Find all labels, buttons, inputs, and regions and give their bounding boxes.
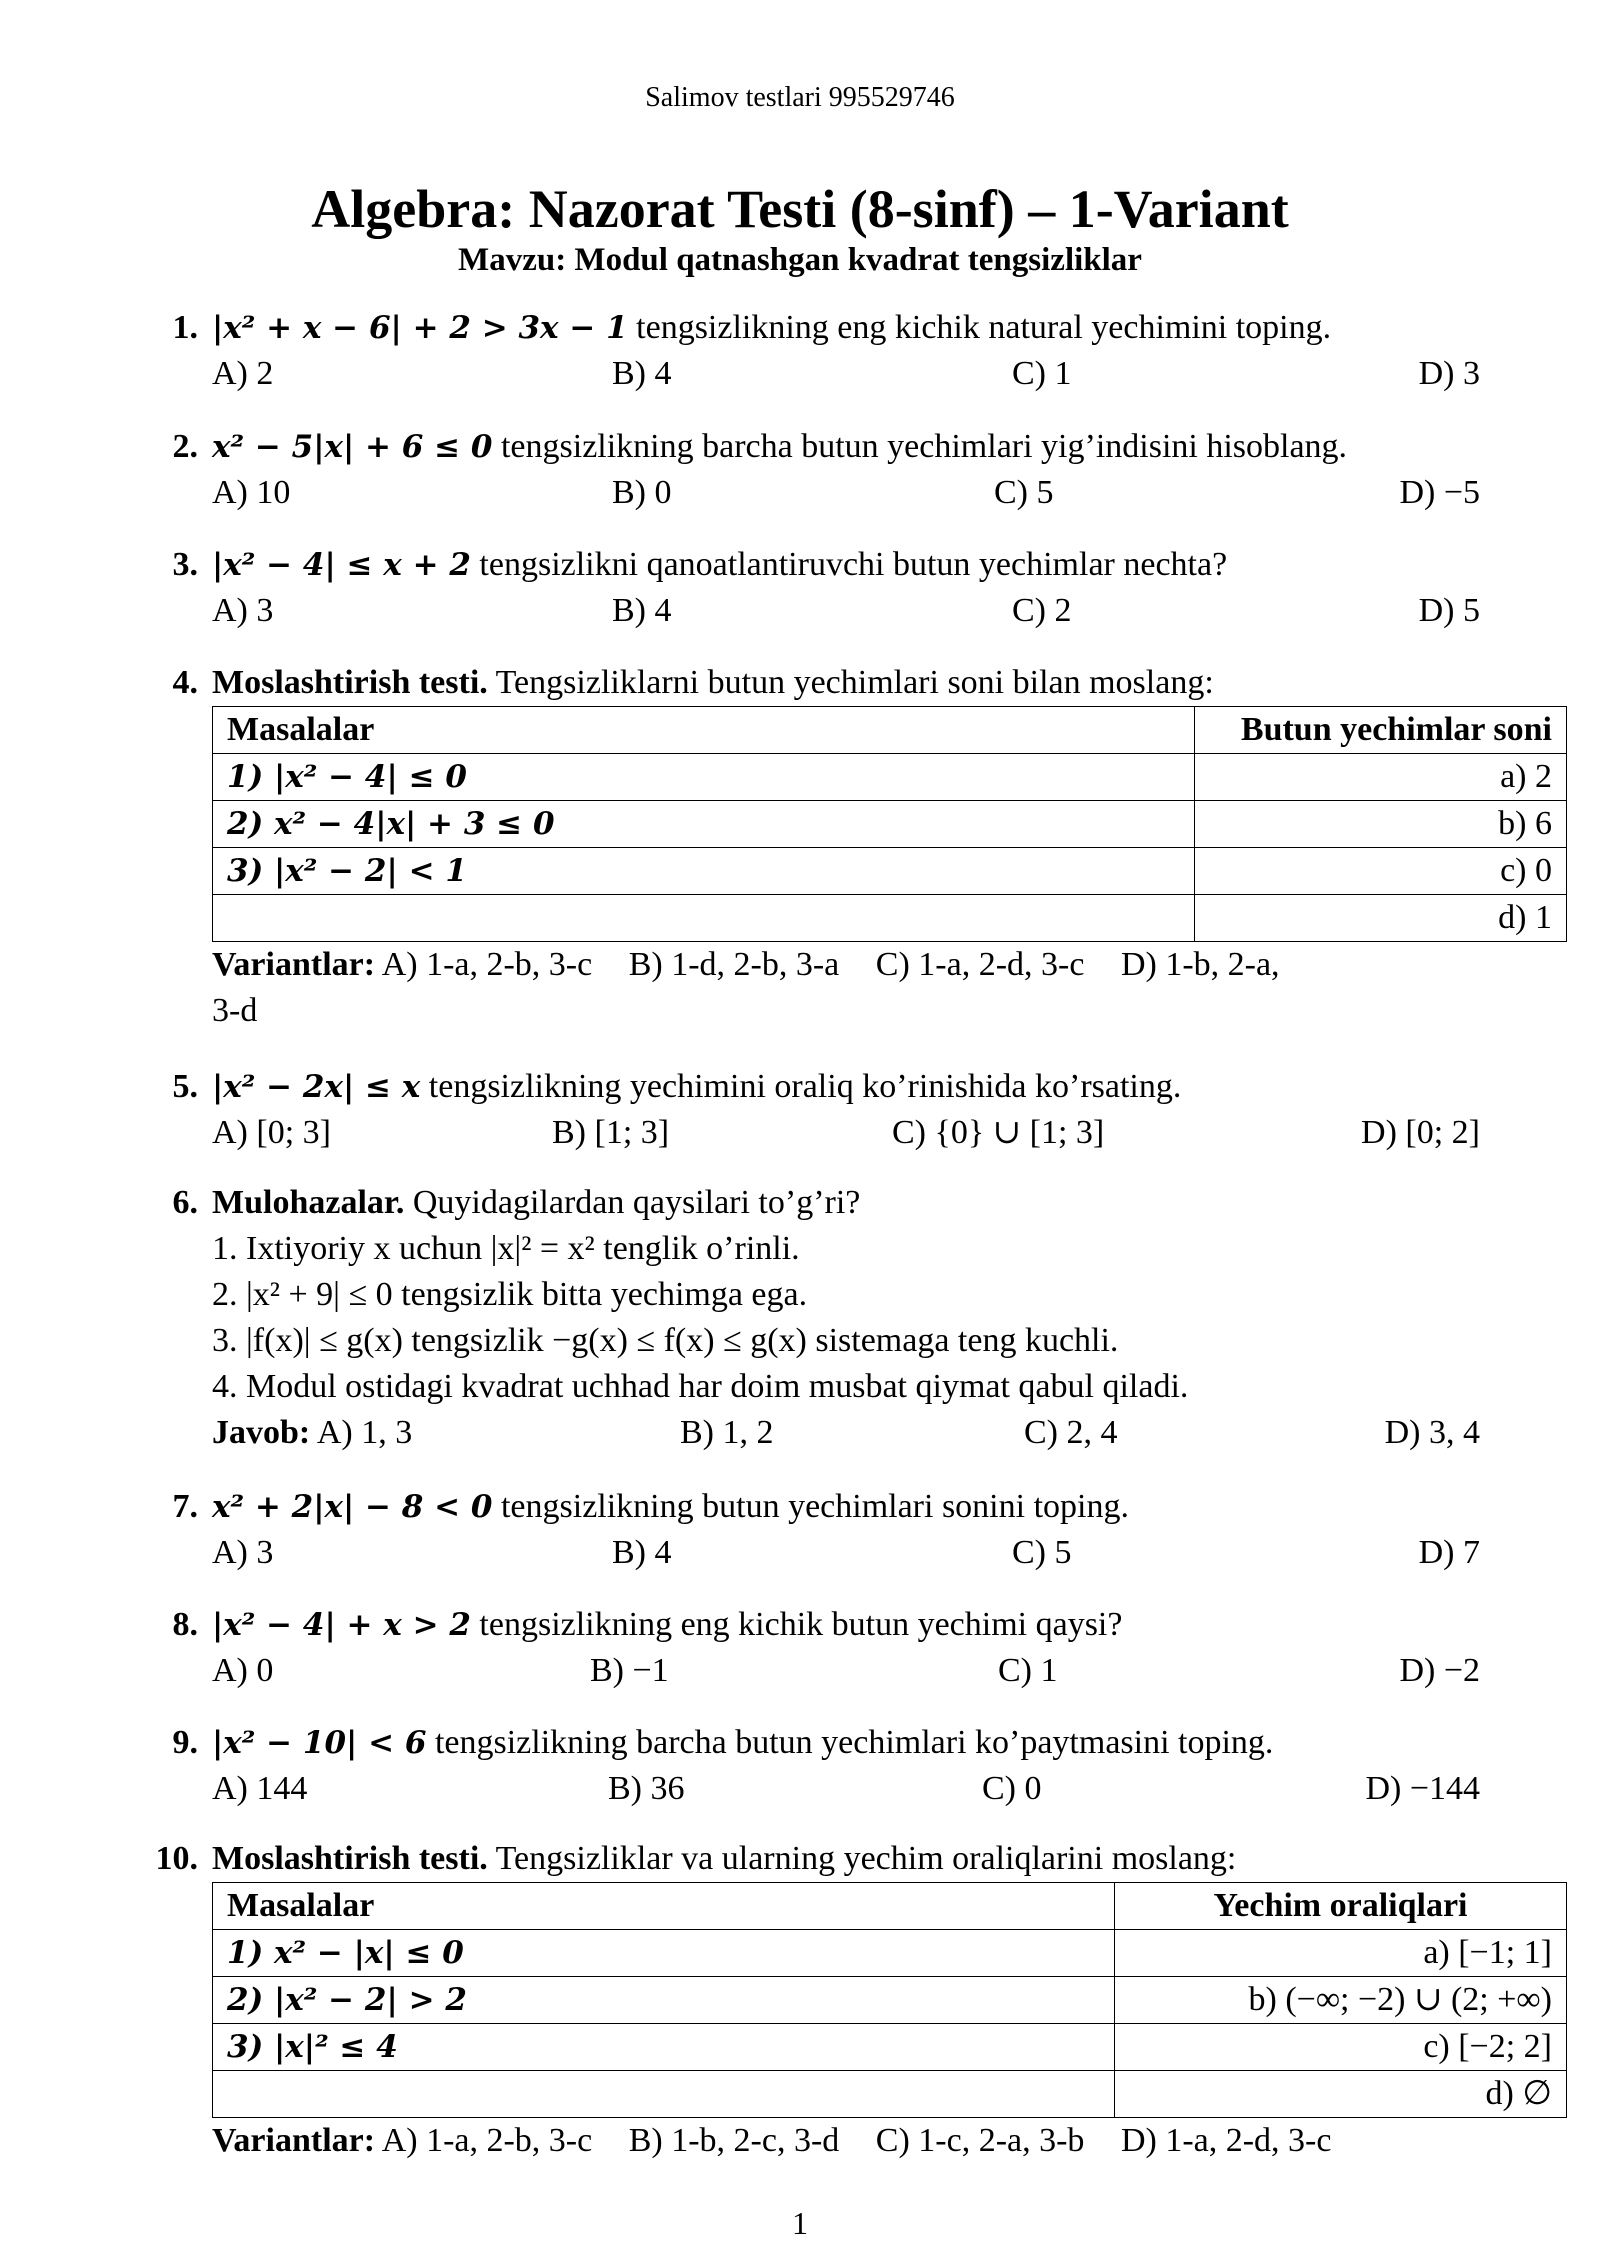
question-number: 6. (172, 1184, 198, 1221)
variants-continuation: 3-d (212, 992, 258, 1029)
statement-item: 3. |f(x)| ≤ g(x) tengsizlik −g(x) ≤ f(x) ≤ g(x) sistemaga teng kuchli. (212, 1322, 1119, 1359)
question-number: 3. (172, 546, 198, 583)
answer-options (212, 351, 1480, 397)
question-text: tengsizlikning barcha butun yechimlari yig’indisini hisoblang. (492, 428, 1348, 465)
question-3 (140, 542, 1480, 634)
question-number: 7. (172, 1488, 198, 1525)
option-b[interactable]: B) 1-b, 2-c, 3-d (628, 2122, 840, 2159)
question-2 (140, 424, 1480, 516)
question-text: tengsizlikning butun yechimlari sonini toping. (492, 1488, 1129, 1525)
question-text: Tengsizliklarni butun yechimlari soni bilan moslang: (487, 664, 1214, 701)
question-math: |x² − 4| ≤ x + 2 (212, 547, 471, 583)
question-lead: Mulohazalar. (212, 1184, 405, 1221)
table-header: Butun yechimlar soni (1195, 707, 1567, 754)
answer-label: Javob: (212, 1414, 311, 1451)
option-a[interactable]: A) 3 (212, 1534, 274, 1571)
question-number: 1. (172, 309, 198, 346)
table-cell: 1) |x² − 4| ≤ 0 (213, 754, 1195, 801)
option-c[interactable]: C) 1 (1012, 355, 1072, 392)
matching-table (212, 1882, 1567, 2118)
table-row (213, 801, 1567, 848)
question-text: tengsizlikning yechimini oraliq ko’rinishida ko’rsating. (420, 1068, 1182, 1105)
table-cell: b) 6 (1195, 801, 1567, 848)
answer-options (212, 1530, 1480, 1576)
table-header-row (213, 707, 1567, 754)
option-b[interactable]: B) 0 (612, 474, 672, 511)
table-header: Yechim oraliqlari (1115, 1883, 1567, 1930)
variants-line (212, 2118, 1480, 2164)
option-c[interactable]: C) 1-a, 2-d, 3-c (875, 946, 1085, 983)
table-cell: d) 1 (1195, 895, 1567, 942)
page-number: 1 (792, 2205, 808, 2241)
variants-label: Variantlar: (212, 946, 376, 983)
table-cell: 2) x² − 4|x| + 3 ≤ 0 (213, 801, 1195, 848)
option-c[interactable]: C) 2 (1012, 592, 1072, 629)
question-math: x² + 2|x| − 8 < 0 (212, 1489, 493, 1525)
table-header: Masalalar (213, 707, 1195, 754)
question-7 (140, 1484, 1480, 1576)
question-1 (140, 305, 1480, 397)
table-header: Masalalar (213, 1883, 1115, 1930)
option-c[interactable]: C) 5 (994, 474, 1054, 511)
option-a[interactable]: A) [0; 3] (212, 1114, 331, 1151)
statement-item: 4. Modul ostidagi kvadrat uchhad har doim musbat qiymat qabul qiladi. (212, 1368, 1189, 1405)
option-a[interactable]: A) 10 (212, 474, 291, 511)
question-math: |x² − 2x| ≤ x (212, 1069, 421, 1105)
option-c[interactable]: C) 0 (982, 1770, 1042, 1807)
option-a[interactable]: A) 2 (212, 355, 274, 392)
option-d[interactable]: D) 7 (1418, 1534, 1480, 1571)
table-row (213, 848, 1567, 895)
question-number: 8. (172, 1606, 198, 1643)
table-cell: d) ∅ (1115, 2071, 1567, 2118)
option-a[interactable]: A) 1-a, 2-b, 3-c (381, 2122, 593, 2159)
answer-options (212, 1766, 1480, 1812)
answer-label-line (212, 1410, 412, 1456)
answer-options (212, 1648, 1480, 1694)
option-c[interactable]: C) {0} ∪ [1; 3] (892, 1114, 1105, 1151)
table-cell: a) 2 (1195, 754, 1567, 801)
option-d[interactable]: D) 1-b, 2-a, (1120, 946, 1280, 983)
option-d[interactable]: D) 3, 4 (1384, 1414, 1480, 1451)
table-cell: 3) |x|² ≤ 4 (213, 2024, 1115, 2071)
question-text: tengsizlikning barcha butun yechimlari ko’paytmasini toping. (426, 1724, 1274, 1761)
question-text: Tengsizliklar va ularning yechim oraliqlarini moslang: (487, 1840, 1237, 1877)
table-cell: 3) |x² − 2| < 1 (213, 848, 1195, 895)
option-c[interactable]: C) 1 (998, 1652, 1058, 1689)
table-header-row (213, 1883, 1567, 1930)
table-cell: b) (−∞; −2) ∪ (2; +∞) (1115, 1977, 1567, 2024)
option-b[interactable]: B) 4 (612, 1534, 672, 1571)
option-d[interactable]: D) −144 (1365, 1770, 1480, 1807)
question-number: 10. (155, 1840, 198, 1877)
answer-options (212, 470, 1480, 516)
page-title: Algebra: Nazorat Testi (8-sinf) – 1-Variant (311, 179, 1289, 239)
option-d[interactable]: D) −5 (1399, 474, 1480, 511)
option-b[interactable]: B) −1 (590, 1652, 669, 1689)
table-row (213, 754, 1567, 801)
statement-item: 2. |x² + 9| ≤ 0 tengsizlik bitta yechimga ega. (212, 1276, 808, 1313)
question-number: 2. (172, 428, 198, 465)
question-math: |x² + x − 6| + 2 > 3x − 1 (212, 310, 628, 346)
statement-list (212, 1226, 1480, 1410)
option-a[interactable]: A) 3 (212, 592, 274, 629)
question-math: |x² − 4| + x > 2 (212, 1607, 471, 1643)
page-header: Salimov testlari 995529746 (645, 82, 955, 113)
question-text: tengsizlikni qanoatlantiruvchi butun yechimlar nechta? (470, 546, 1228, 583)
table-cell: a) [−1; 1] (1115, 1930, 1567, 1977)
question-8 (140, 1602, 1480, 1694)
option-a[interactable]: A) 1, 3 (316, 1414, 413, 1451)
option-d[interactable]: D) −2 (1399, 1652, 1480, 1689)
option-d[interactable]: D) 1-a, 2-d, 3-c (1120, 2122, 1332, 2159)
question-9 (140, 1720, 1480, 1812)
option-b[interactable]: B) 1, 2 (680, 1414, 774, 1451)
option-b[interactable]: B) 36 (608, 1770, 685, 1807)
option-d[interactable]: D) 3 (1418, 355, 1480, 392)
page-subtitle: Mavzu: Modul qatnashgan kvadrat tengsizliklar (458, 242, 1142, 278)
table-cell: c) [−2; 2] (1115, 2024, 1567, 2071)
question-math: x² − 5|x| + 6 ≤ 0 (212, 429, 493, 465)
question-text: Quyidagilardan qaysilari to’g’ri? (404, 1184, 861, 1221)
statement-item: 1. Ixtiyoriy x uchun |x|² = x² tenglik o’rinli. (212, 1230, 800, 1267)
question-text: tengsizlikning eng kichik butun yechimi qaysi? (470, 1606, 1123, 1643)
option-b[interactable]: B) 4 (612, 592, 672, 629)
question-math: |x² − 10| < 6 (212, 1725, 427, 1761)
option-c[interactable]: C) 2, 4 (1024, 1414, 1118, 1451)
question-number: 5. (172, 1068, 198, 1105)
question-10 (140, 1836, 1552, 2164)
table-cell: 1) x² − |x| ≤ 0 (213, 1930, 1115, 1977)
option-a[interactable]: A) 144 (212, 1770, 308, 1807)
table-row (213, 1977, 1567, 2024)
option-d[interactable]: D) [0; 2] (1361, 1114, 1480, 1151)
answer-options (212, 1110, 1480, 1156)
question-lead: Moslashtirish testi. (212, 1840, 488, 1877)
matching-table (212, 706, 1567, 942)
table-row (213, 1930, 1567, 1977)
table-row (213, 2071, 1567, 2118)
question-5 (140, 1064, 1480, 1156)
table-row (213, 895, 1567, 942)
answer-options (212, 1410, 1480, 1456)
variants-label: Variantlar: (212, 2122, 376, 2159)
table-cell: 2) |x² − 2| > 2 (213, 1977, 1115, 2024)
option-c[interactable]: C) 1-c, 2-a, 3-b (875, 2122, 1085, 2159)
option-c[interactable]: C) 5 (1012, 1534, 1072, 1571)
option-a[interactable]: A) 0 (212, 1652, 274, 1689)
question-number: 9. (172, 1724, 198, 1761)
table-cell (213, 2071, 1115, 2118)
table-cell (213, 895, 1195, 942)
answer-options (212, 588, 1480, 634)
option-b[interactable]: B) 1-d, 2-b, 3-a (628, 946, 840, 983)
option-b[interactable]: B) [1; 3] (552, 1114, 670, 1151)
table-cell: c) 0 (1195, 848, 1567, 895)
question-text: tengsizlikning eng kichik natural yechimini toping. (627, 309, 1332, 346)
question-lead: Moslashtirish testi. (212, 664, 488, 701)
table-row (213, 2024, 1567, 2071)
question-4 (140, 660, 1552, 1034)
option-b[interactable]: B) 4 (612, 355, 672, 392)
variants-line (212, 942, 1480, 1034)
option-a[interactable]: A) 1-a, 2-b, 3-c (381, 946, 593, 983)
question-number: 4. (172, 664, 198, 701)
question-6 (140, 1180, 1480, 1456)
option-d[interactable]: D) 5 (1418, 592, 1480, 629)
